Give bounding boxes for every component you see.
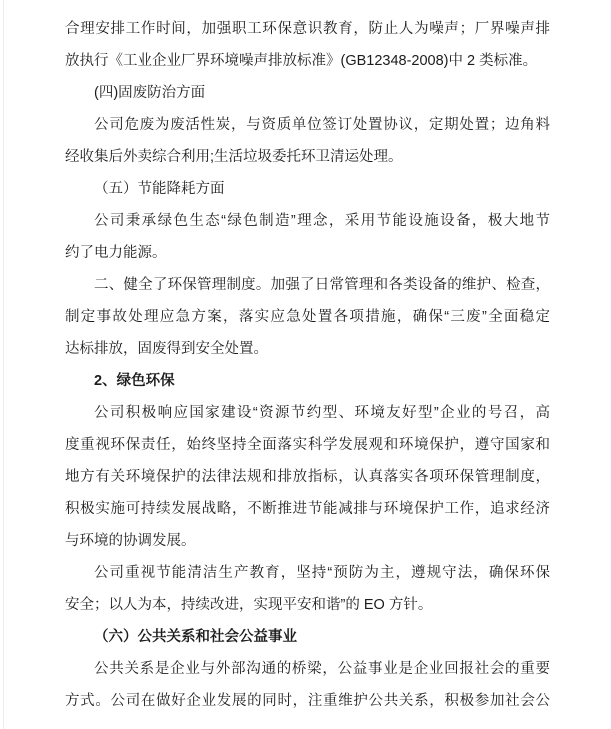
text-line: 与环境的协调发展。 <box>65 533 196 549</box>
section-heading <box>65 365 550 397</box>
section-heading <box>65 621 550 653</box>
text-line: 约了电力能源。 <box>65 245 167 261</box>
text-line: 积极实施可持续发展战略，不断推进节能减排与环境保护工作，追求经济 <box>65 501 550 517</box>
heading-text: （五）节能降耗方面 <box>94 181 225 197</box>
paragraph <box>65 13 550 77</box>
text-line: 合理安排工作时间，加强职工环保意识教育，防止人为噪声；厂界噪声排 <box>65 21 550 37</box>
paragraph <box>65 653 550 717</box>
text-line: 方式。公司在做好企业发展的同时，注重维护公共关系，积极参加社会公 <box>65 693 550 709</box>
document-page <box>65 13 550 717</box>
text-line: 公司积极响应国家建设“资源节约型、环境友好型”企业的号召，高 <box>94 405 550 421</box>
paragraph <box>65 397 550 557</box>
section-heading <box>65 77 550 109</box>
text-line: 达标排放，固废得到安全处置。 <box>65 341 268 357</box>
paragraph <box>65 109 550 173</box>
text-line: 安全；以人为本，持续改进，实现平安和谐”的 EO 方针。 <box>65 597 433 613</box>
text-line: 度重视环保责任，始终坚持全面落实科学发展观和环境保护，遵守国家和 <box>65 437 550 453</box>
text-line: 公司秉承绿色生态“绿色制造”理念，采用节能设施设备，极大地节 <box>94 213 550 229</box>
text-line: 二、健全了环保管理制度。加强了日常管理和各类设备的维护、检查， <box>94 277 550 293</box>
page-edge-line <box>3 0 4 729</box>
section-heading <box>65 173 550 205</box>
text-line: 公司重视节能清洁生产教育，坚持“预防为主，遵规守法，确保环保 <box>94 565 550 581</box>
text-line: 放执行《工业企业厂界环境噪声排放标准》(GB12348-2008)中 2 类标准。 <box>65 53 538 69</box>
text-line: 地方有关环境保护的法律法规和排放指标，认真落实各项环保管理制度， <box>65 469 550 485</box>
text-line: 公司危废为废活性炭，与资质单位签订处置协议，定期处置；边角料 <box>94 117 550 133</box>
paragraph <box>65 269 550 365</box>
heading-text: 2、绿色环保 <box>94 373 175 389</box>
paragraph <box>65 557 550 621</box>
paragraph <box>65 205 550 269</box>
heading-text: (四)固废防治方面 <box>94 85 206 101</box>
text-line: 制定事故处理应急方案，落实应急处置各项措施，确保“三废”全面稳定 <box>65 309 550 325</box>
text-line: 公共关系是企业与外部沟通的桥梁，公益事业是企业回报社会的重要 <box>94 661 550 677</box>
heading-text: （六）公共关系和社会公益事业 <box>94 629 297 645</box>
text-line: 经收集后外卖综合利用;生活垃圾委托环卫清运处理。 <box>65 149 403 165</box>
